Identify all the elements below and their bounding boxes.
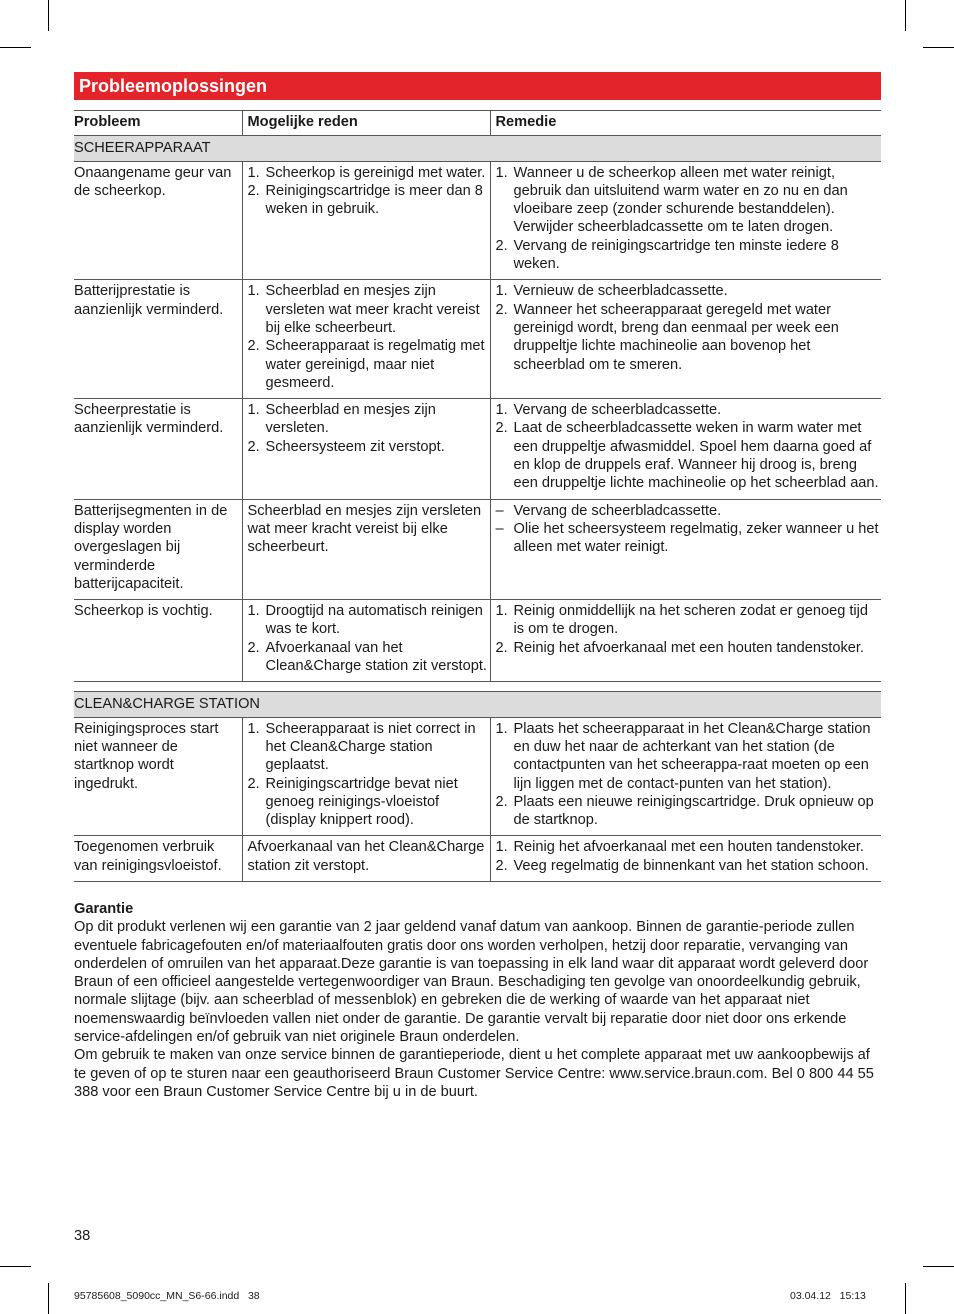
table-row [74, 499, 881, 599]
reason-cell [242, 280, 490, 399]
guarantee-section [74, 900, 881, 1101]
list-item: 2. Reinig het afvoerkanaal met een houten tandenstoker. [495, 639, 864, 656]
problem-cell: Reinigingsproces start niet wanneer de startknop wordt ingedrukt. [74, 717, 242, 836]
table-row [74, 600, 881, 682]
list-item: 2. Wanneer het scheerapparaat geregeld met water gereinigd wordt, breng dan eenmaal per week een druppeltje lichte machineolie aan bovenop het scheerblad om te smeren. [495, 301, 839, 373]
crop-mark [923, 1266, 954, 1267]
section-label: SCHEERAPPARAAT [74, 136, 881, 161]
list-item: 1. Wanneer u de scheerkop alleen met water reinigt, gebruik dan uitsluitend warm water en zo nu en dan vloeibare zeep (zonder schurende bestanddelen). Verwijder scheerbladcassette om te laten drogen. [495, 164, 848, 236]
list-item: 2. Veeg regelmatig de binnenkant van het station schoon. [495, 857, 869, 874]
reason-text: Scheerapparaat is regelmatig met water gereinigd, maar niet gesmeerd. [265, 338, 485, 391]
crop-mark [905, 1283, 906, 1314]
reason-cell: Scheerblad en mesjes zijn versleten wat meer kracht vereist bij elke scheerbeurt. [242, 499, 490, 599]
remedy-text: Olie het scheersysteem regelmatig, zeker wanneer u het alleen met water reinigt. [513, 520, 879, 556]
remedy-text: Reinig het afvoerkanaal met een houten tandenstoker. [513, 839, 864, 856]
list-item: 1. Scheerapparaat is niet correct in het Clean&Charge station geplaatst. [247, 720, 476, 774]
reason-text: Scheerapparaat is niet correct in het Clean&Charge station geplaatst. [265, 720, 476, 774]
footer-file-info: 95785608_5090cc_MN_S6-66.indd 38 [74, 1290, 260, 1302]
remedy-text: Veeg regelmatig de binnenkant van het station schoon. [513, 857, 869, 874]
remedy-text: Vervang de reinigingscartridge ten minste iedere 8 weken. [513, 237, 839, 273]
page-content [74, 72, 881, 1101]
remedy-text: Reinig het afvoerkanaal met een houten tandenstoker. [513, 639, 864, 656]
reason-cell [242, 600, 490, 682]
remedy-text: Vervang de scheerbladcassette. [513, 502, 722, 519]
guarantee-title: Garantie [74, 900, 134, 917]
column-header-reason: Mogelijke reden [242, 111, 490, 136]
remedy-cell [490, 499, 881, 599]
remedy-text: Plaats het scheerapparaat in het Clean&Charge station en duw het naar de achterkant van het station (de contactpunten van het scheerappa-raat moeten op een lijn liggen met de contact-punten van het station). [513, 720, 871, 792]
list-item: 2. Plaats een nieuwe reinigingscartridge. Druk opnieuw op de startknop. [495, 793, 874, 829]
list-item: 2. Vervang de reinigingscartridge ten minste iedere 8 weken. [495, 237, 839, 273]
list-item: 2. Scheersysteem zit verstopt. [247, 438, 445, 455]
remedy-text: Laat de scheerbladcassette weken in warm water met een druppeltje afwasmiddel. Spoel hem daarna goed af en klop de druppels eraf. Wanneer hij droog is, breng een druppeltje lichte machineolie op het scheerblad aan. [513, 420, 879, 492]
problem-cell: Toegenomen verbruik van reinigingsvloeistof. [74, 836, 242, 882]
section-label: CLEAN&CHARGE STATION [74, 692, 881, 717]
remedy-text: Plaats een nieuwe reinigingscartridge. Druk opnieuw op de startknop. [513, 793, 874, 829]
list-item: – Olie het scheersysteem regelmatig, zeker wanneer u het alleen met water reinigt. [495, 520, 879, 556]
guarantee-paragraph: Om gebruik te maken van onze service binnen de garantieperiode, dient u het complete apparaat met uw aankoopbewijs af te geven of op te sturen naar een geauthoriseerd Braun Customer Service Centre: www.service.braun.com. Bel 0 800 44 55 388 voor een Braun Customer Service Centre bij u in de buurt. [74, 1047, 874, 1100]
crop-mark [905, 0, 906, 31]
reason-text: Scheerkop is gereinigd met water. [265, 164, 486, 181]
list-item: 2. Laat de scheerbladcassette weken in warm water met een druppeltje afwasmiddel. Spoel hem daarna goed af en klop de druppels eraf. Wanneer hij droog is, breng een druppeltje lichte machineolie op het scheerblad aan. [495, 420, 879, 492]
crop-mark [923, 47, 954, 48]
section-title: Probleemoplossingen [74, 72, 881, 100]
reason-text: Scheerblad en mesjes zijn versleten. [265, 402, 436, 437]
list-item: 1. Scheerkop is gereinigd met water. [247, 164, 486, 181]
troubleshooting-table [74, 110, 881, 882]
table-row [74, 836, 881, 882]
list-item: 2. Scheerapparaat is regelmatig met water gereinigd, maar niet gesmeerd. [247, 338, 485, 391]
remedy-cell [490, 717, 881, 836]
list-item: 1. Droogtijd na automatisch reinigen was te kort. [247, 603, 483, 638]
list-item: 2. Reinigingscartridge bevat niet genoeg reinigings-vloeistof (display knippert rood). [247, 775, 458, 829]
problem-cell: Batterijsegmenten in de display worden overgeslagen bij verminderde batterijcapaciteit. [74, 499, 242, 599]
remedy-text: Wanneer u de scheerkop alleen met water reinigt, gebruik dan uitsluitend warm water en zo nu en dan vloeibare zeep (zonder schurende bestanddelen). Verwijder scheerbladcassette om te laten drogen. [513, 164, 848, 236]
crop-mark [48, 1283, 49, 1314]
list-item: 1. Reinig het afvoerkanaal met een houten tandenstoker. [495, 839, 864, 856]
problem-cell: Onaangename geur van de scheerkop. [74, 161, 242, 280]
list-item: 2. Reinigingscartridge is meer dan 8 weken in gebruik. [247, 182, 483, 218]
crop-mark [0, 1266, 31, 1267]
list-item: 1. Scheerblad en mesjes zijn versleten. [247, 402, 436, 437]
list-item: – Vervang de scheerbladcassette. [495, 502, 722, 519]
remedy-text: Reinig onmiddellijk na het scheren zodat er genoeg tijd is om te drogen. [513, 603, 869, 638]
list-item: 2. Afvoerkanaal van het Clean&Charge station zit verstopt. [247, 639, 487, 675]
reason-cell [242, 399, 490, 499]
table-row [74, 161, 881, 280]
remedy-cell [490, 836, 881, 882]
table-row [74, 717, 881, 836]
reason-text: Droogtijd na automatisch reinigen was te kort. [265, 603, 483, 638]
guarantee-paragraph: Op dit produkt verlenen wij een garantie van 2 jaar geldend vanaf datum van aankoop. Binnen de garantie-periode zullen eventuele fabricagefouten en/of materiaalfouten gratis door ons worden verholpen, hetzij door reparatie, vervanging van onderdelen of omruilen van het apparaat.Deze garantie is van toepassing in elk land waar dit apparaat wordt geleverd door Braun of een officieel aangestelde vertegenwoordiger van Braun. Beschadiging ten gevolge van onoordeelkundig gebruik, normale slijtage (bijv. aan scheerblad of messenblok) en gebreken die de werking of waarde van het apparaat niet noemenswaardig beïnvloeden vallen niet onder de garantie. De garantie vervalt bij reparatie door niet door ons erkende service-afdelingen en/of gebruik van niet originele Braun onderdelen. [74, 919, 869, 1046]
footer-date-time: 03.04.12 15:13 [790, 1290, 866, 1302]
section-row [74, 692, 881, 717]
table-row [74, 399, 881, 499]
problem-cell: Batterijprestatie is aanzienlijk verminderd. [74, 280, 242, 399]
reason-cell [242, 161, 490, 280]
problem-cell: Scheerprestatie is aanzienlijk verminderd. [74, 399, 242, 499]
crop-mark [0, 47, 31, 48]
reason-text: Reinigingscartridge is meer dan 8 weken in gebruik. [265, 182, 483, 218]
reason-text: Scheersysteem zit verstopt. [265, 438, 445, 455]
list-item: 1. Scheerblad en mesjes zijn versleten wat meer kracht vereist bij elke scheerbeurt. [247, 283, 480, 336]
column-header-problem: Probleem [74, 111, 242, 136]
remedy-cell [490, 161, 881, 280]
remedy-cell [490, 399, 881, 499]
remedy-text: Vernieuw de scheerbladcassette. [513, 283, 728, 300]
table-header-row [74, 111, 881, 136]
page-number: 38 [74, 1228, 91, 1244]
list-item: 1. Plaats het scheerapparaat in het Clean&Charge station en duw het naar de achterkant van het station (de contactpunten van het scheerappa-raat moeten op een lijn liggen met de contact-punten van het station). [495, 720, 871, 792]
spacer-row [74, 682, 881, 692]
reason-text: Afvoerkanaal van het Clean&Charge station zit verstopt. [265, 639, 487, 675]
remedy-text: Vervang de scheerbladcassette. [513, 402, 722, 419]
section-row [74, 136, 881, 161]
table-row [74, 280, 881, 399]
remedy-cell [490, 280, 881, 399]
list-item: 1. Reinig onmiddellijk na het scheren zodat er genoeg tijd is om te drogen. [495, 603, 869, 638]
reason-cell [242, 717, 490, 836]
list-item: 1. Vernieuw de scheerbladcassette. [495, 283, 728, 300]
list-item: 1. Vervang de scheerbladcassette. [495, 402, 722, 419]
crop-mark [48, 0, 49, 31]
problem-cell: Scheerkop is vochtig. [74, 600, 242, 682]
reason-text: Reinigingscartridge bevat niet genoeg reinigings-vloeistof (display knippert rood). [265, 775, 458, 829]
remedy-cell [490, 600, 881, 682]
column-header-remedy: Remedie [490, 111, 881, 136]
reason-cell: Afvoerkanaal van het Clean&Charge station zit verstopt. [242, 836, 490, 882]
reason-text: Scheerblad en mesjes zijn versleten wat meer kracht vereist bij elke scheerbeurt. [265, 283, 480, 336]
remedy-text: Wanneer het scheerapparaat geregeld met water gereinigd wordt, breng dan eenmaal per week een druppeltje lichte machineolie aan bovenop het scheerblad om te smeren. [513, 301, 839, 373]
